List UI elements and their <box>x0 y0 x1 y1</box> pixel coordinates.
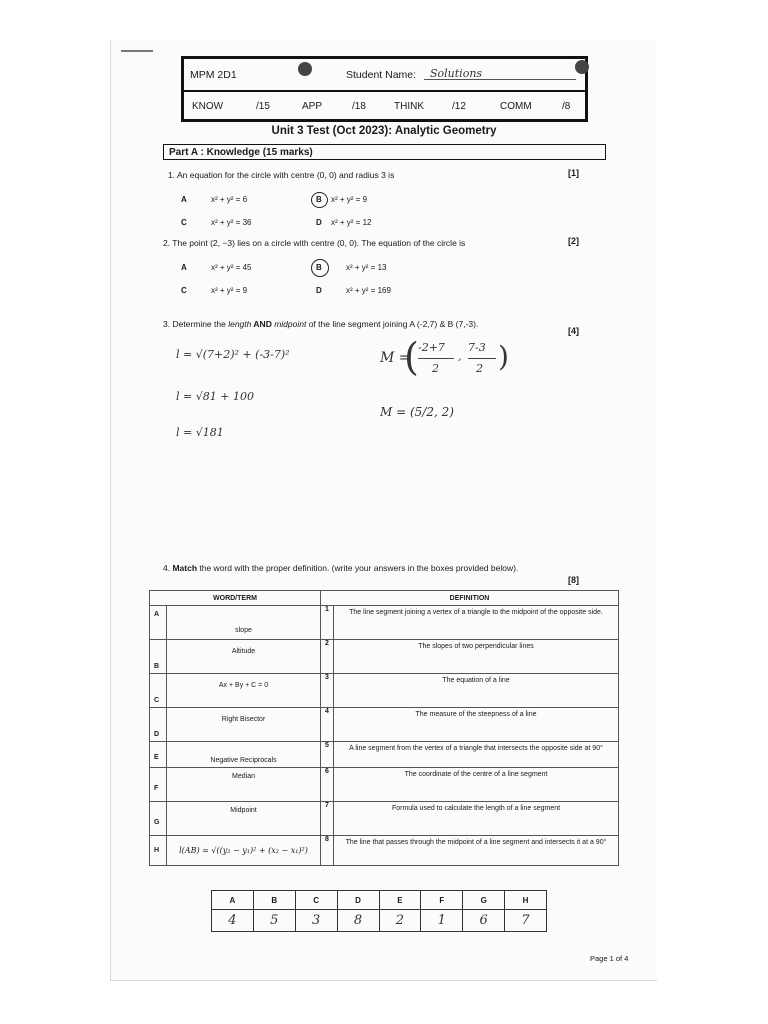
student-name-line <box>424 79 576 80</box>
table-row <box>150 708 619 742</box>
q1-option-eq: x² + y² = 12 <box>331 218 372 227</box>
left-paren: ( <box>404 335 419 379</box>
page-number: Page 1 of 4 <box>590 954 629 963</box>
answer-letter: G <box>463 891 505 910</box>
answer-value: 6 <box>463 910 505 932</box>
app-score: /18 <box>352 101 366 112</box>
fx-numerator: -2+7 <box>418 341 445 354</box>
row-letter: D <box>154 731 160 738</box>
row-letter: F <box>154 785 159 792</box>
q1-option-eq: x² + y² = 36 <box>211 218 252 227</box>
table-row <box>150 742 619 768</box>
q4-text: 4. Match the word with the proper definition. (write your answers in the boxes provided below). <box>163 563 519 573</box>
definition-text: The coordinate of the centre of a line segment <box>334 768 619 802</box>
column-header-definition: DEFINITION <box>321 591 619 606</box>
header-row-name <box>184 59 585 92</box>
comm-label: COMM <box>500 101 532 112</box>
row-letter: H <box>154 847 160 854</box>
q3-mark: [4] <box>568 326 579 336</box>
q2-mark: [2] <box>568 236 579 246</box>
word-term: Altitude <box>167 640 321 674</box>
row-letter: A <box>154 611 160 618</box>
row-letter: E <box>154 754 159 761</box>
table-row <box>150 836 619 866</box>
table-row <box>150 768 619 802</box>
q3-text: 3. Determine the length AND midpoint of the line segment joining A (-2,7) & B (7,-3). <box>163 319 479 329</box>
answer-letter: C <box>295 891 337 910</box>
answer-letter: E <box>379 891 421 910</box>
table-row <box>150 606 619 640</box>
definition-number: 1 <box>321 606 334 640</box>
student-name-label: Student Name: <box>346 69 417 81</box>
answer-value: 3 <box>295 910 337 932</box>
definition-number: 3 <box>321 674 334 708</box>
answer-value: 5 <box>253 910 295 932</box>
fy-denominator: 2 <box>476 362 483 375</box>
row-letter: G <box>154 819 160 826</box>
think-label: THINK <box>394 101 424 112</box>
handwritten-midpoint-result: M = (5/2, 2) <box>380 405 454 419</box>
fy-numerator: 7-3 <box>468 341 486 354</box>
answer-letter: A <box>212 891 254 910</box>
selected-answer-circle <box>311 192 328 208</box>
selected-answer-circle <box>311 259 329 277</box>
punch-hole <box>298 62 312 76</box>
word-term: Midpoint <box>167 802 321 836</box>
q1-option-letter: B <box>316 195 322 204</box>
fraction-bar <box>468 358 496 359</box>
comm-score: /8 <box>562 101 571 112</box>
handwritten-length-step: l = √81 + 100 <box>176 390 254 403</box>
word-term: Right Bisector <box>167 708 321 742</box>
q1-text: 1. An equation for the circle with centre (0, 0) and radius 3 is <box>168 170 395 180</box>
q2-option-eq: x² + y² = 13 <box>346 263 387 272</box>
word-term: slope <box>167 606 321 640</box>
fraction-bar <box>418 358 454 359</box>
q2-option-letter: D <box>316 286 322 295</box>
answer-values-row <box>212 910 547 932</box>
definition-number: 4 <box>321 708 334 742</box>
punch-hole <box>575 60 589 74</box>
comma: , <box>458 350 462 363</box>
answer-letter: F <box>421 891 463 910</box>
corner-mark <box>121 50 153 52</box>
q1-option-letter: D <box>316 218 322 227</box>
definition-text: The line segment joining a vertex of a triangle to the midpoint of the opposite side. <box>334 606 619 640</box>
know-label: KNOW <box>192 101 224 112</box>
row-letter: B <box>154 663 160 670</box>
definition-text: Formula used to calculate the length of a line segment <box>334 802 619 836</box>
answer-letter: H <box>505 891 547 910</box>
handwritten-length-step: l = √181 <box>176 426 224 439</box>
student-name-value: Solutions <box>430 67 483 80</box>
test-title: Unit 3 Test (Oct 2023): Analytic Geometry <box>271 125 497 137</box>
answer-letters-row <box>212 891 547 910</box>
q1-option-letter: C <box>181 218 187 227</box>
q2-option-eq: x² + y² = 9 <box>211 286 248 295</box>
q2-option-letter: C <box>181 286 187 295</box>
answer-value: 2 <box>379 910 421 932</box>
definition-number: 8 <box>321 836 334 866</box>
q1-mark: [1] <box>568 168 579 178</box>
row-letter: C <box>154 697 160 704</box>
column-header-word: WORD/TERM <box>150 591 321 606</box>
definition-number: 7 <box>321 802 334 836</box>
table-header-row <box>150 591 619 606</box>
q2-option-letter: B <box>316 263 322 272</box>
answer-boxes <box>211 890 547 932</box>
course-code: MPM 2D1 <box>190 69 237 81</box>
definition-number: 5 <box>321 742 334 768</box>
think-score: /12 <box>452 101 466 112</box>
q2-option-eq: x² + y² = 45 <box>211 263 252 272</box>
definition-text: The equation of a line <box>334 674 619 708</box>
q1-option-eq: x² + y² = 6 <box>211 195 248 204</box>
word-term: Negative Reciprocals <box>167 742 321 768</box>
definition-text: The slopes of two perpendicular lines <box>334 640 619 674</box>
definition-number: 2 <box>321 640 334 674</box>
word-term: Ax + By + C = 0 <box>167 674 321 708</box>
answer-value: 7 <box>505 910 547 932</box>
part-a-heading: Part A : Knowledge (15 marks) <box>163 144 606 160</box>
midpoint-m: M = <box>380 350 411 366</box>
q1-option-eq: x² + y² = 9 <box>331 195 368 204</box>
table-row <box>150 640 619 674</box>
header-row-scores <box>184 92 585 120</box>
answer-letter: D <box>337 891 379 910</box>
know-score: /15 <box>256 101 270 112</box>
app-label: APP <box>302 101 323 112</box>
answer-value: 1 <box>421 910 463 932</box>
q1-option-letter: A <box>181 195 187 204</box>
definition-text: The measure of the steepness of a line <box>334 708 619 742</box>
header-box <box>181 56 588 122</box>
table-row <box>150 802 619 836</box>
matching-table <box>149 590 619 866</box>
word-term: Median <box>167 768 321 802</box>
q2-option-eq: x² + y² = 169 <box>346 286 391 295</box>
definition-text: The line that passes through the midpoint of a line segment and intersects it at a 90° <box>334 836 619 866</box>
definition-number: 6 <box>321 768 334 802</box>
answer-letter: B <box>253 891 295 910</box>
answer-value: 4 <box>212 910 254 932</box>
q4-mark: [8] <box>568 575 579 585</box>
answer-value: 8 <box>337 910 379 932</box>
right-paren: ) <box>498 340 509 373</box>
word-term-distance-formula: l(AB) = √((y₂ − y₁)² + (x₂ − x₁)²) <box>167 836 321 866</box>
definition-text: A line segment from the vertex of a triangle that intersects the opposite side at 90° <box>334 742 619 768</box>
handwritten-length-step: l = √(7+2)² + (-3-7)² <box>176 348 290 361</box>
table-row <box>150 674 619 708</box>
q2-text: 2. The point (2, −3) lies on a circle with centre (0, 0). The equation of the circle is <box>163 238 466 248</box>
q2-option-letter: A <box>181 263 187 272</box>
fx-denominator: 2 <box>432 362 439 375</box>
